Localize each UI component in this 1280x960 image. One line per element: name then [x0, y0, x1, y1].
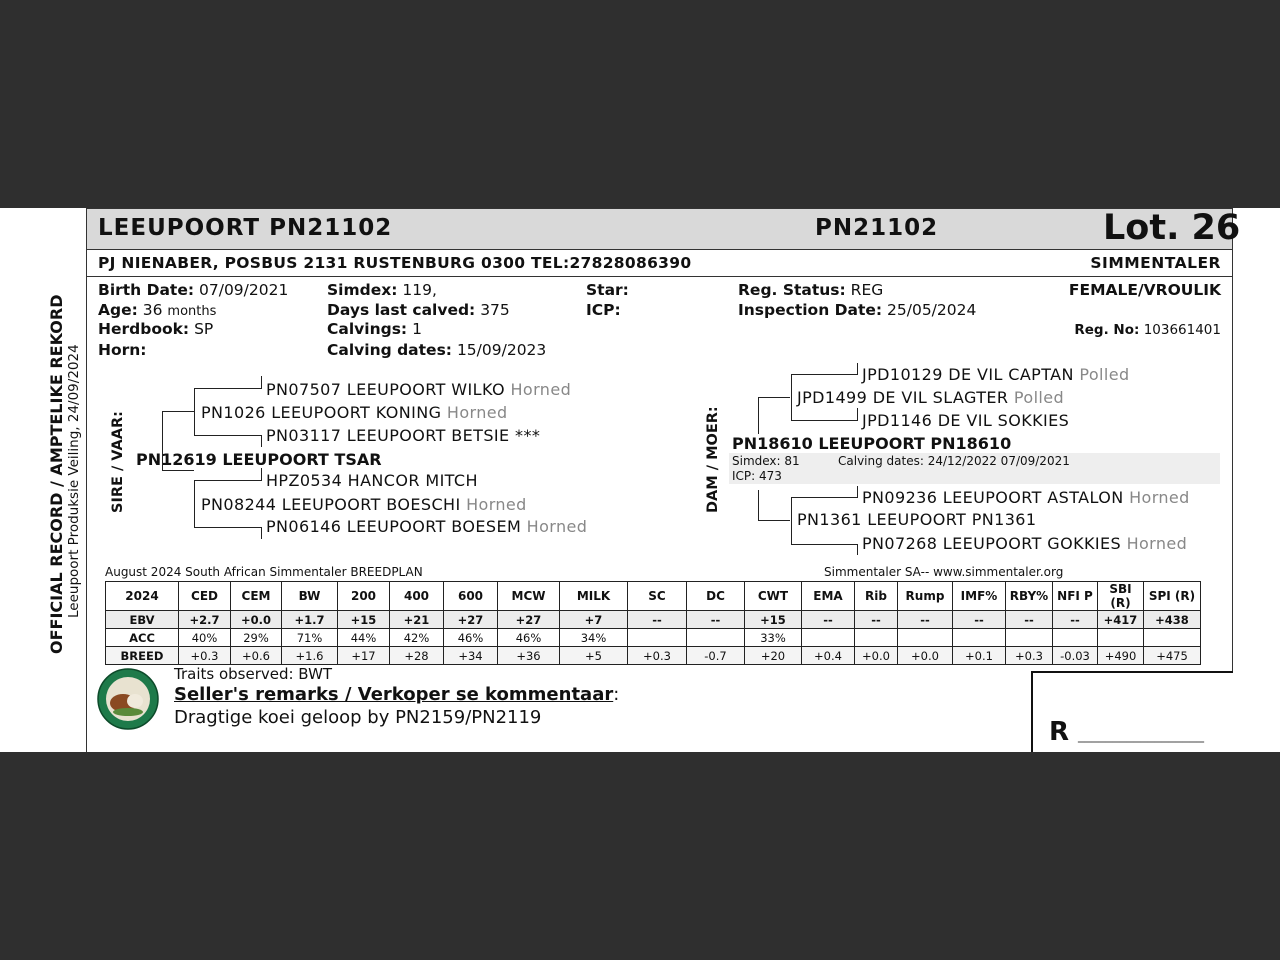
days-last-calved: Days last calved: 375 [327, 301, 510, 319]
ebv-cell: +36 [498, 647, 560, 665]
ebv-cell: +34 [444, 647, 498, 665]
owner-address: PJ NIENABER, POSBUS 2131 RUSTENBURG 0300 TEL:27828086390 [98, 254, 692, 272]
ebv-cell: +20 [745, 647, 802, 665]
line [791, 374, 857, 375]
ebv-cell: +475 [1144, 647, 1201, 665]
sire-dam-dam: PN06146 LEEUPOORT BOESEM Horned [266, 517, 588, 536]
simdex: Simdex: 119, [327, 281, 437, 299]
birth-date: Birth Date: 07/09/2021 [98, 281, 289, 299]
ebv-cell: +15 [338, 611, 390, 629]
ebv-cell: 200 [338, 582, 390, 611]
line [857, 363, 858, 375]
ebv-cell: 34% [560, 629, 628, 647]
ebv-cell: -- [898, 611, 953, 629]
ebv-cell: 600 [444, 582, 498, 611]
ebv-cell: -- [1006, 611, 1053, 629]
line [261, 527, 262, 539]
ebv-cell: 400 [390, 582, 444, 611]
title-bar [86, 208, 1241, 250]
ebv-cell: 42% [390, 629, 444, 647]
line [261, 468, 262, 481]
price-line[interactable]: __________________ [1078, 727, 1204, 743]
ebv-cell: -- [628, 611, 687, 629]
ebv-cell: SC [628, 582, 687, 611]
line [857, 486, 858, 498]
ebv-table [105, 581, 1201, 665]
ebv-cell: CEM [231, 582, 282, 611]
ebv-cell: -- [953, 611, 1006, 629]
line [758, 490, 759, 520]
line [758, 397, 790, 398]
ebv-cell: -- [687, 611, 745, 629]
dam: PN18610 LEEUPOORT PN18610 [732, 434, 1012, 453]
ebv-cell: +21 [390, 611, 444, 629]
ebv-cell: CED [179, 582, 231, 611]
line [194, 527, 261, 528]
price-box[interactable] [1031, 671, 1233, 752]
line [194, 388, 261, 389]
ebv-cell: +15 [745, 611, 802, 629]
sire-dam-bracket [194, 480, 195, 527]
line [758, 520, 790, 521]
breedplan-site: Simmentaler SA-- www.simmentaler.org [824, 565, 1064, 579]
line [261, 435, 262, 447]
simmentaler-logo [97, 668, 159, 730]
breed-row [106, 647, 1201, 665]
line [758, 397, 759, 434]
ebv-cell: SPI (R) [1144, 582, 1201, 611]
ebv-cell: +0.3 [1006, 647, 1053, 665]
ebv-cell: 46% [444, 629, 498, 647]
ebv-cell [628, 629, 687, 647]
remarks-text: Dragtige koei geloop by PN2159/PN2119 [174, 707, 542, 728]
ebv-cell: ACC [106, 629, 179, 647]
ebv-cell: +2.7 [179, 611, 231, 629]
ebv-cell: CWT [745, 582, 802, 611]
ebv-cell: MCW [498, 582, 560, 611]
ebv-cell: +0.0 [855, 647, 898, 665]
ebv-cell [802, 629, 855, 647]
sire-label: SIRE / VAAR: [110, 411, 126, 513]
ebv-cell: BW [282, 582, 338, 611]
sale-label: Leeupoort Produksie Veiling, 24/09/2024 [66, 344, 82, 618]
ebv-cell: +417 [1098, 611, 1144, 629]
ebv-cell [687, 629, 745, 647]
ebv-cell [855, 629, 898, 647]
sire-sire-sire: PN07507 LEEUPOORT WILKO Horned [266, 380, 572, 399]
price-currency: R [1049, 717, 1070, 747]
ebv-cell: +0.3 [179, 647, 231, 665]
line [857, 408, 858, 421]
ebv-cell: EBV [106, 611, 179, 629]
animal-name: LEEUPOORT PN21102 [98, 215, 393, 241]
ebv-cell: +17 [338, 647, 390, 665]
ebv-cell: -- [802, 611, 855, 629]
breedplan-source: August 2024 South African Simmentaler BREEDPLAN [105, 565, 423, 579]
animal-reg-id: PN21102 [815, 215, 939, 241]
ebv-cell: +1.7 [282, 611, 338, 629]
ebv-cell: +438 [1144, 611, 1201, 629]
ebv-cell: 2024 [106, 582, 179, 611]
ebv-cell: +28 [390, 647, 444, 665]
ebv-cell: -- [1053, 611, 1098, 629]
dam-dam-sire: PN09236 LEEUPOORT ASTALON Horned [862, 488, 1190, 507]
ebv-cell: 71% [282, 629, 338, 647]
ebv-cell: +0.1 [953, 647, 1006, 665]
dam-sire-dam: JPD1146 DE VIL SOKKIES [862, 411, 1070, 430]
sire-dam: PN08244 LEEUPOORT BOESCHI Horned [201, 495, 527, 514]
ebv-cell: +5 [560, 647, 628, 665]
sire-dam-sire: HPZ0534 HANCOR MITCH [266, 471, 478, 490]
line [791, 544, 857, 545]
line [194, 435, 261, 436]
ebv-cell: IMF% [953, 582, 1006, 611]
ebv-row [106, 611, 1201, 629]
ebv-cell: BREED [106, 647, 179, 665]
ebv-cell: RBY% [1006, 582, 1053, 611]
lot-card [0, 208, 1280, 752]
ebv-cell: +0.4 [802, 647, 855, 665]
ebv-cell [1053, 629, 1098, 647]
remarks-heading: Seller's remarks / Verkoper se kommentaar: [174, 684, 620, 705]
sire-sire: PN1026 LEEUPOORT KONING Horned [201, 403, 508, 422]
dam-sire: JPD1499 DE VIL SLAGTER Polled [797, 388, 1065, 407]
ebv-cell: 33% [745, 629, 802, 647]
owner-bar [86, 250, 1233, 277]
calving-dates: Calving dates: 15/09/2023 [327, 341, 547, 359]
ebv-cell [1144, 629, 1201, 647]
ebv-header-row [106, 582, 1201, 611]
icp-label: ICP: [586, 301, 621, 319]
dam-calving-dates: Calving dates: 24/12/2022 07/09/2021 [838, 454, 1070, 468]
ebv-cell: +0.6 [231, 647, 282, 665]
herdbook: Herdbook: SP [98, 320, 214, 338]
ebv-cell: DC [687, 582, 745, 611]
sire-bracket-top [162, 411, 194, 412]
breed-name: SIMMENTALER [1090, 254, 1221, 272]
ebv-cell: -- [855, 611, 898, 629]
dam-icp: ICP: 473 [732, 469, 782, 483]
acc-row [106, 629, 1201, 647]
ebv-cell: +27 [498, 611, 560, 629]
ebv-cell: EMA [802, 582, 855, 611]
ebv-cell [953, 629, 1006, 647]
line [791, 497, 857, 498]
dam-sire-sire: JPD10129 DE VIL CAPTAN Polled [862, 365, 1130, 384]
ebv-cell: Rump [898, 582, 953, 611]
ebv-cell: +0.0 [898, 647, 953, 665]
ebv-cell: MILK [560, 582, 628, 611]
line [194, 480, 261, 481]
star-label: Star: [586, 281, 629, 299]
ebv-cell: +0.3 [628, 647, 687, 665]
sex: FEMALE/VROULIK [1068, 281, 1221, 299]
calvings: Calvings: 1 [327, 320, 422, 338]
reg-no: Reg. No: 103661401 [1074, 322, 1221, 338]
ebv-cell [1098, 629, 1144, 647]
traits-observed: Traits observed: BWT [174, 665, 333, 683]
dam-dam-dam: PN07268 LEEUPOORT GOKKIES Horned [862, 534, 1188, 553]
ebv-cell: -0.7 [687, 647, 745, 665]
sire: PN12619 LEEUPOORT TSAR [136, 450, 382, 469]
dam-simdex: Simdex: 81 [732, 454, 800, 468]
ebv-cell: SBI (R) [1098, 582, 1144, 611]
ebv-cell: NFI P [1053, 582, 1098, 611]
frame-right [1232, 277, 1233, 672]
frame-left [86, 277, 87, 752]
ebv-cell: +0.0 [231, 611, 282, 629]
ebv-cell: +7 [560, 611, 628, 629]
lot-number: Lot. 26 [1103, 208, 1241, 248]
ebv-cell: -0.03 [1053, 647, 1098, 665]
ebv-cell: 29% [231, 629, 282, 647]
line [791, 420, 857, 421]
ebv-cell [898, 629, 953, 647]
reg-status: Reg. Status: REG [738, 281, 884, 299]
ebv-cell: +490 [1098, 647, 1144, 665]
ebv-cell [1006, 629, 1053, 647]
age: Age: 36 months [98, 301, 217, 319]
ebv-cell: Rib [855, 582, 898, 611]
sire-sire-bracket [194, 388, 195, 435]
dam-label: DAM / MOER: [705, 406, 721, 513]
ebv-cell: 44% [338, 629, 390, 647]
horn: Horn: [98, 341, 147, 359]
official-record-label: OFFICIAL RECORD / AMPTELIKE REKORD [47, 294, 66, 654]
line [857, 544, 858, 555]
ebv-cell: +27 [444, 611, 498, 629]
ebv-cell: 46% [498, 629, 560, 647]
line [791, 497, 792, 544]
inspection-date: Inspection Date: 25/05/2024 [738, 301, 977, 319]
sire-sire-dam: PN03117 LEEUPOORT BETSIE *** [266, 426, 541, 445]
line [261, 376, 262, 389]
ebv-cell: 40% [179, 629, 231, 647]
line [791, 374, 792, 420]
dam-dam: PN1361 LEEUPOORT PN1361 [797, 510, 1037, 529]
sire-bracket-bottom [162, 470, 194, 471]
ebv-cell: +1.6 [282, 647, 338, 665]
